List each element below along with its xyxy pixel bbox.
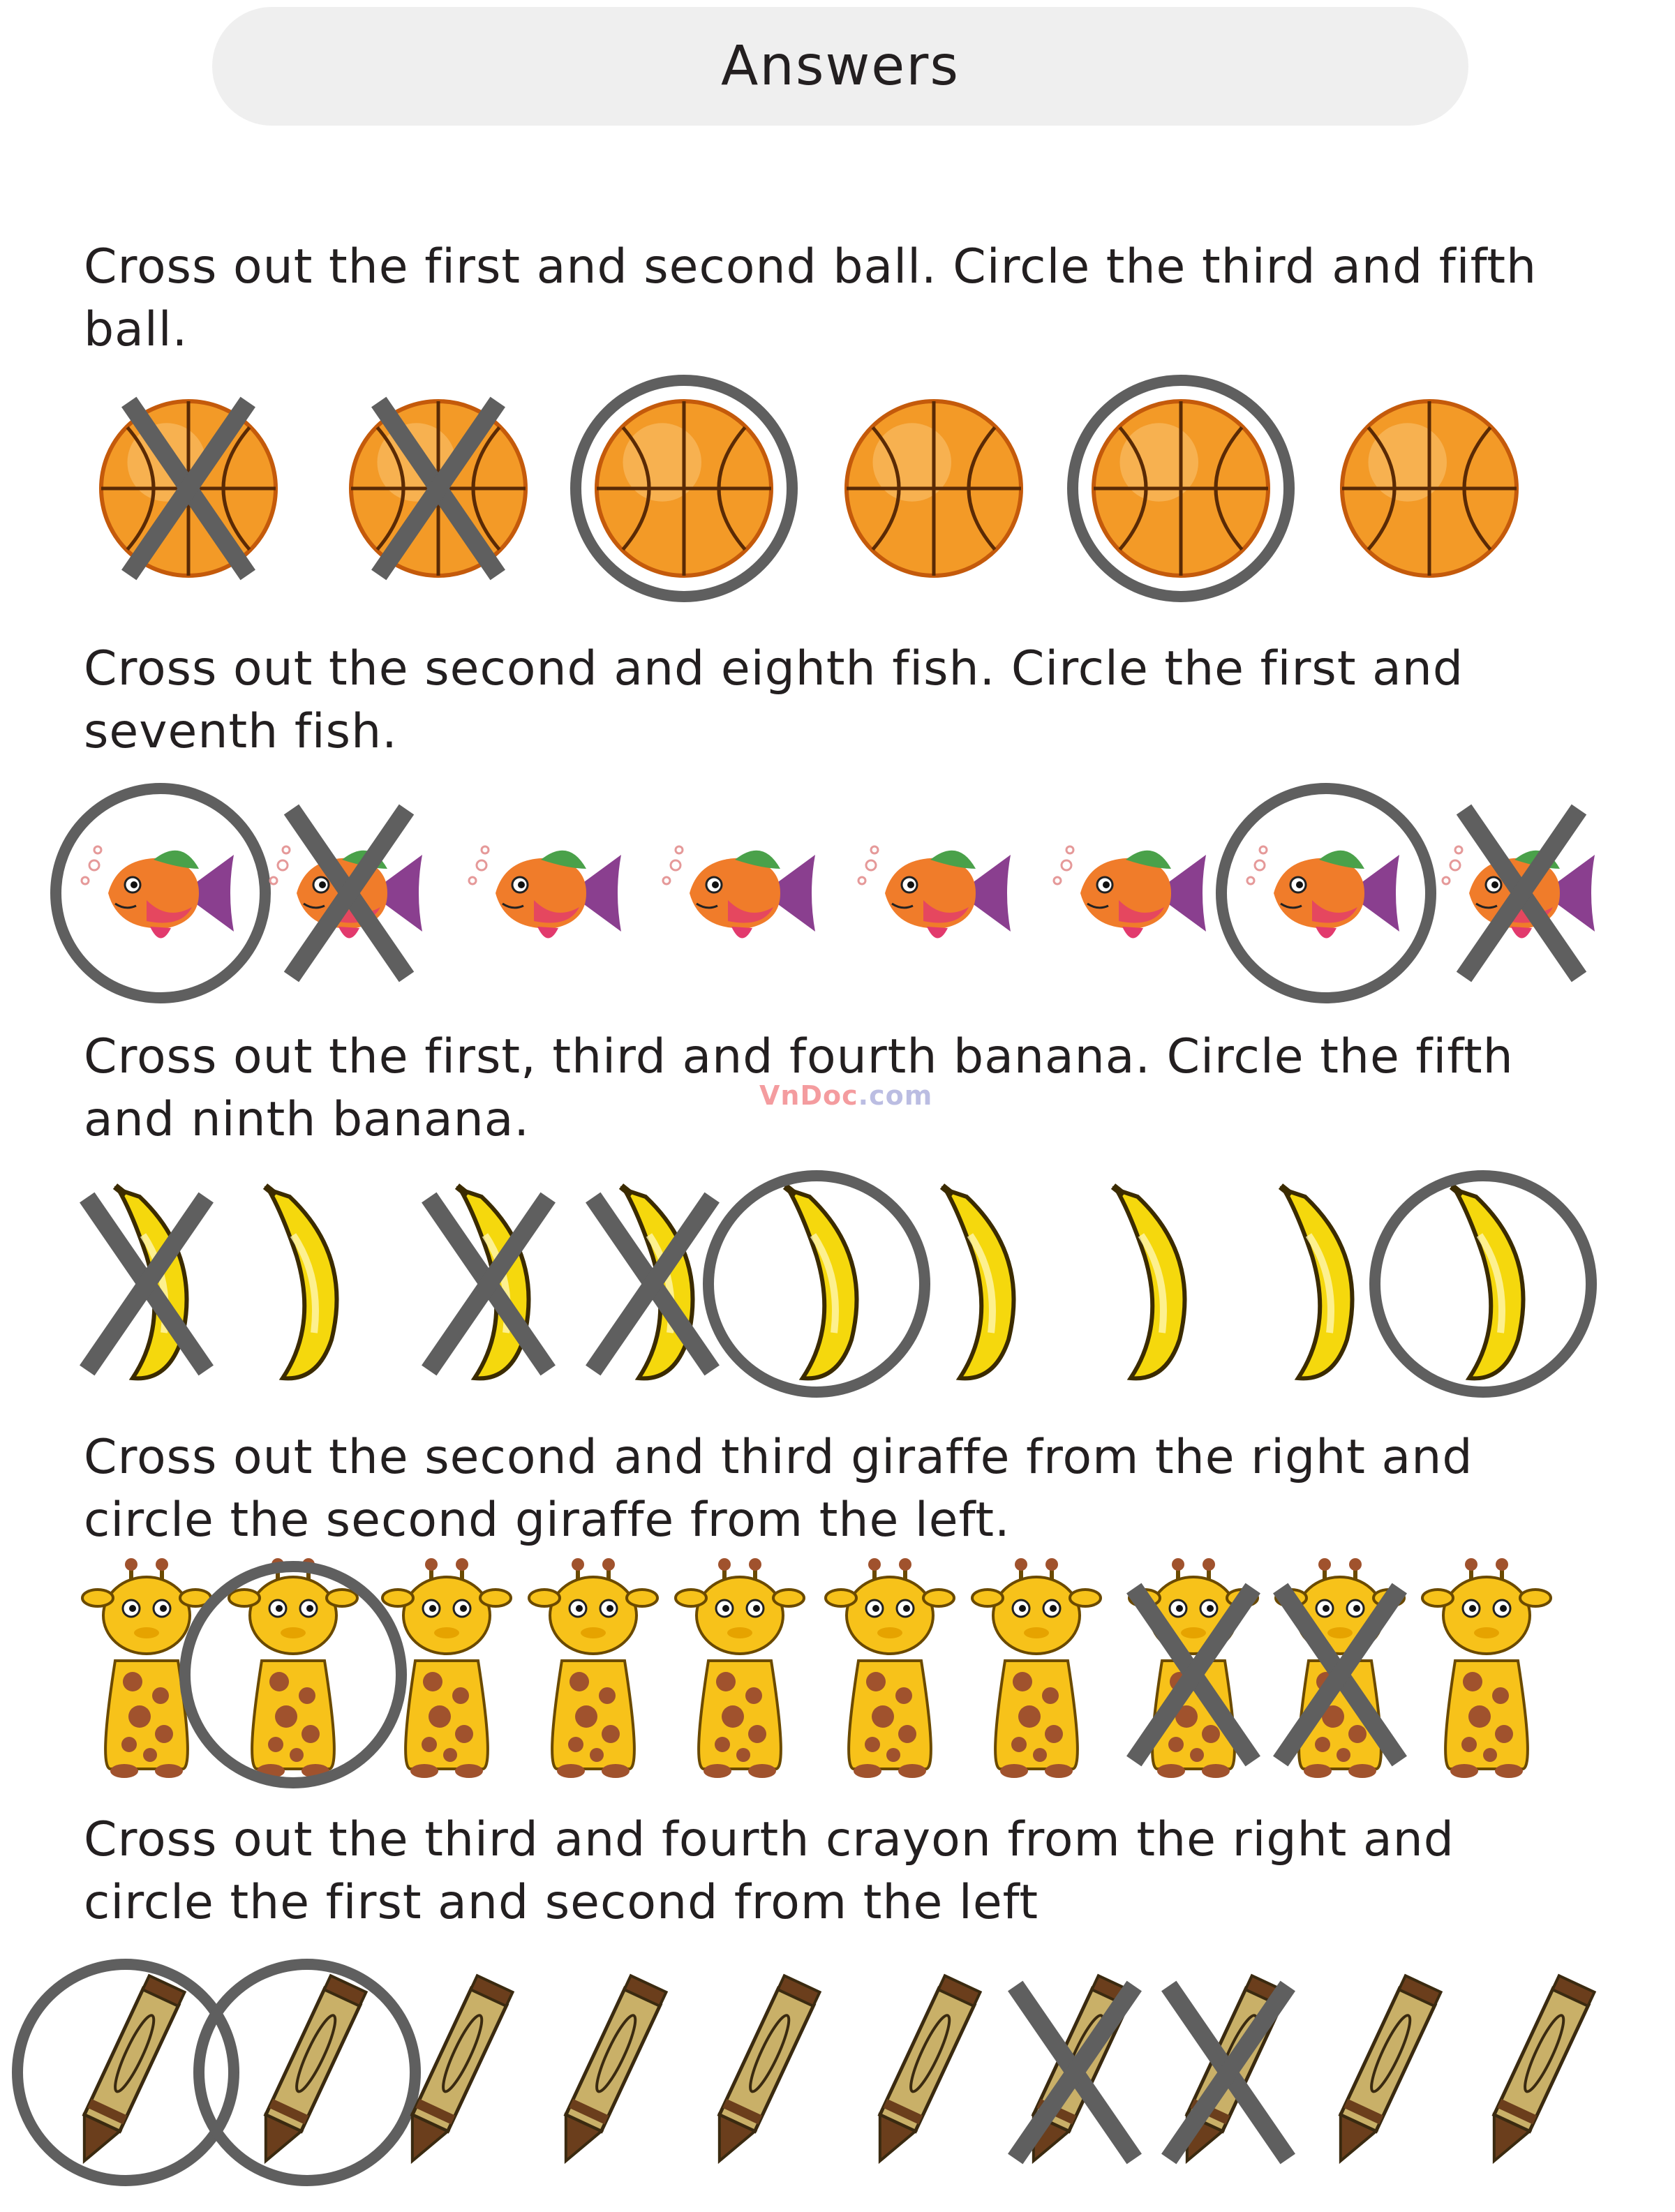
giraffe-icon — [972, 1558, 1101, 1778]
giraffe-icon — [826, 1558, 954, 1778]
giraffe-icon — [529, 1558, 657, 1778]
fish-icon — [469, 846, 621, 939]
crayon-icon — [248, 1975, 366, 2169]
basketball-icon — [1342, 401, 1517, 576]
giraffes-svg — [0, 1556, 1675, 1807]
crayon-icon — [862, 1975, 980, 2169]
bananas-svg — [0, 1165, 1675, 1417]
answers-header — [212, 7, 1468, 126]
ball-row — [0, 377, 1675, 607]
banana-icon — [265, 1186, 337, 1378]
fish-row — [0, 782, 1675, 1012]
crayon-icon — [1476, 1975, 1594, 2169]
crayon-icon — [548, 1975, 666, 2169]
crayons-svg — [0, 1961, 1675, 2212]
giraffe-icon — [229, 1558, 357, 1778]
basketball-icon — [847, 401, 1021, 576]
fish-icon — [1054, 846, 1206, 939]
crayon-icon — [701, 1975, 819, 2169]
banana-icon — [785, 1186, 857, 1378]
watermark: VnDoc.com — [759, 1080, 933, 1111]
basketball-icon — [597, 401, 771, 576]
instruction-crayons: Cross out the third and fourth crayon from the right and circle the first and second from the left — [84, 1812, 1454, 1930]
banana-icon — [942, 1186, 1014, 1378]
balls-svg — [0, 377, 1675, 628]
crayon-row — [0, 1961, 1675, 2184]
fish-icon — [663, 846, 815, 939]
banana-row — [0, 1165, 1675, 1403]
fish-icon — [1247, 846, 1399, 939]
fish-svg — [0, 782, 1675, 1033]
banana-icon — [1113, 1186, 1185, 1378]
instruction-balls: Cross out the first and second ball. Circle the third and fifth ball. — [84, 239, 1538, 357]
page-title: Answers — [721, 35, 960, 98]
fish-icon — [858, 846, 1011, 939]
instruction-giraffes: Cross out the second and third giraffe from the right and circle the second giraffe from the left. — [84, 1430, 1473, 1548]
fish-icon — [82, 846, 234, 939]
crayon-icon — [1323, 1975, 1440, 2169]
instruction-bananas: Cross out the first, third and fourth banana. Circle the fifth and ninth banana. — [84, 1029, 1514, 1147]
cross-mark — [1015, 1986, 1135, 2159]
giraffe-icon — [676, 1558, 804, 1778]
instruction-fish: Cross out the second and eighth fish. Circle the first and seventh fish. — [84, 641, 1464, 759]
banana-icon — [1281, 1186, 1353, 1378]
giraffe-icon — [82, 1558, 211, 1778]
banana-icon — [1452, 1186, 1524, 1378]
cross-mark — [1169, 1986, 1288, 2159]
giraffe-row — [0, 1556, 1675, 1793]
giraffe-icon — [1422, 1558, 1551, 1778]
basketball-icon — [1094, 401, 1268, 576]
crayon-icon — [66, 1975, 184, 2169]
